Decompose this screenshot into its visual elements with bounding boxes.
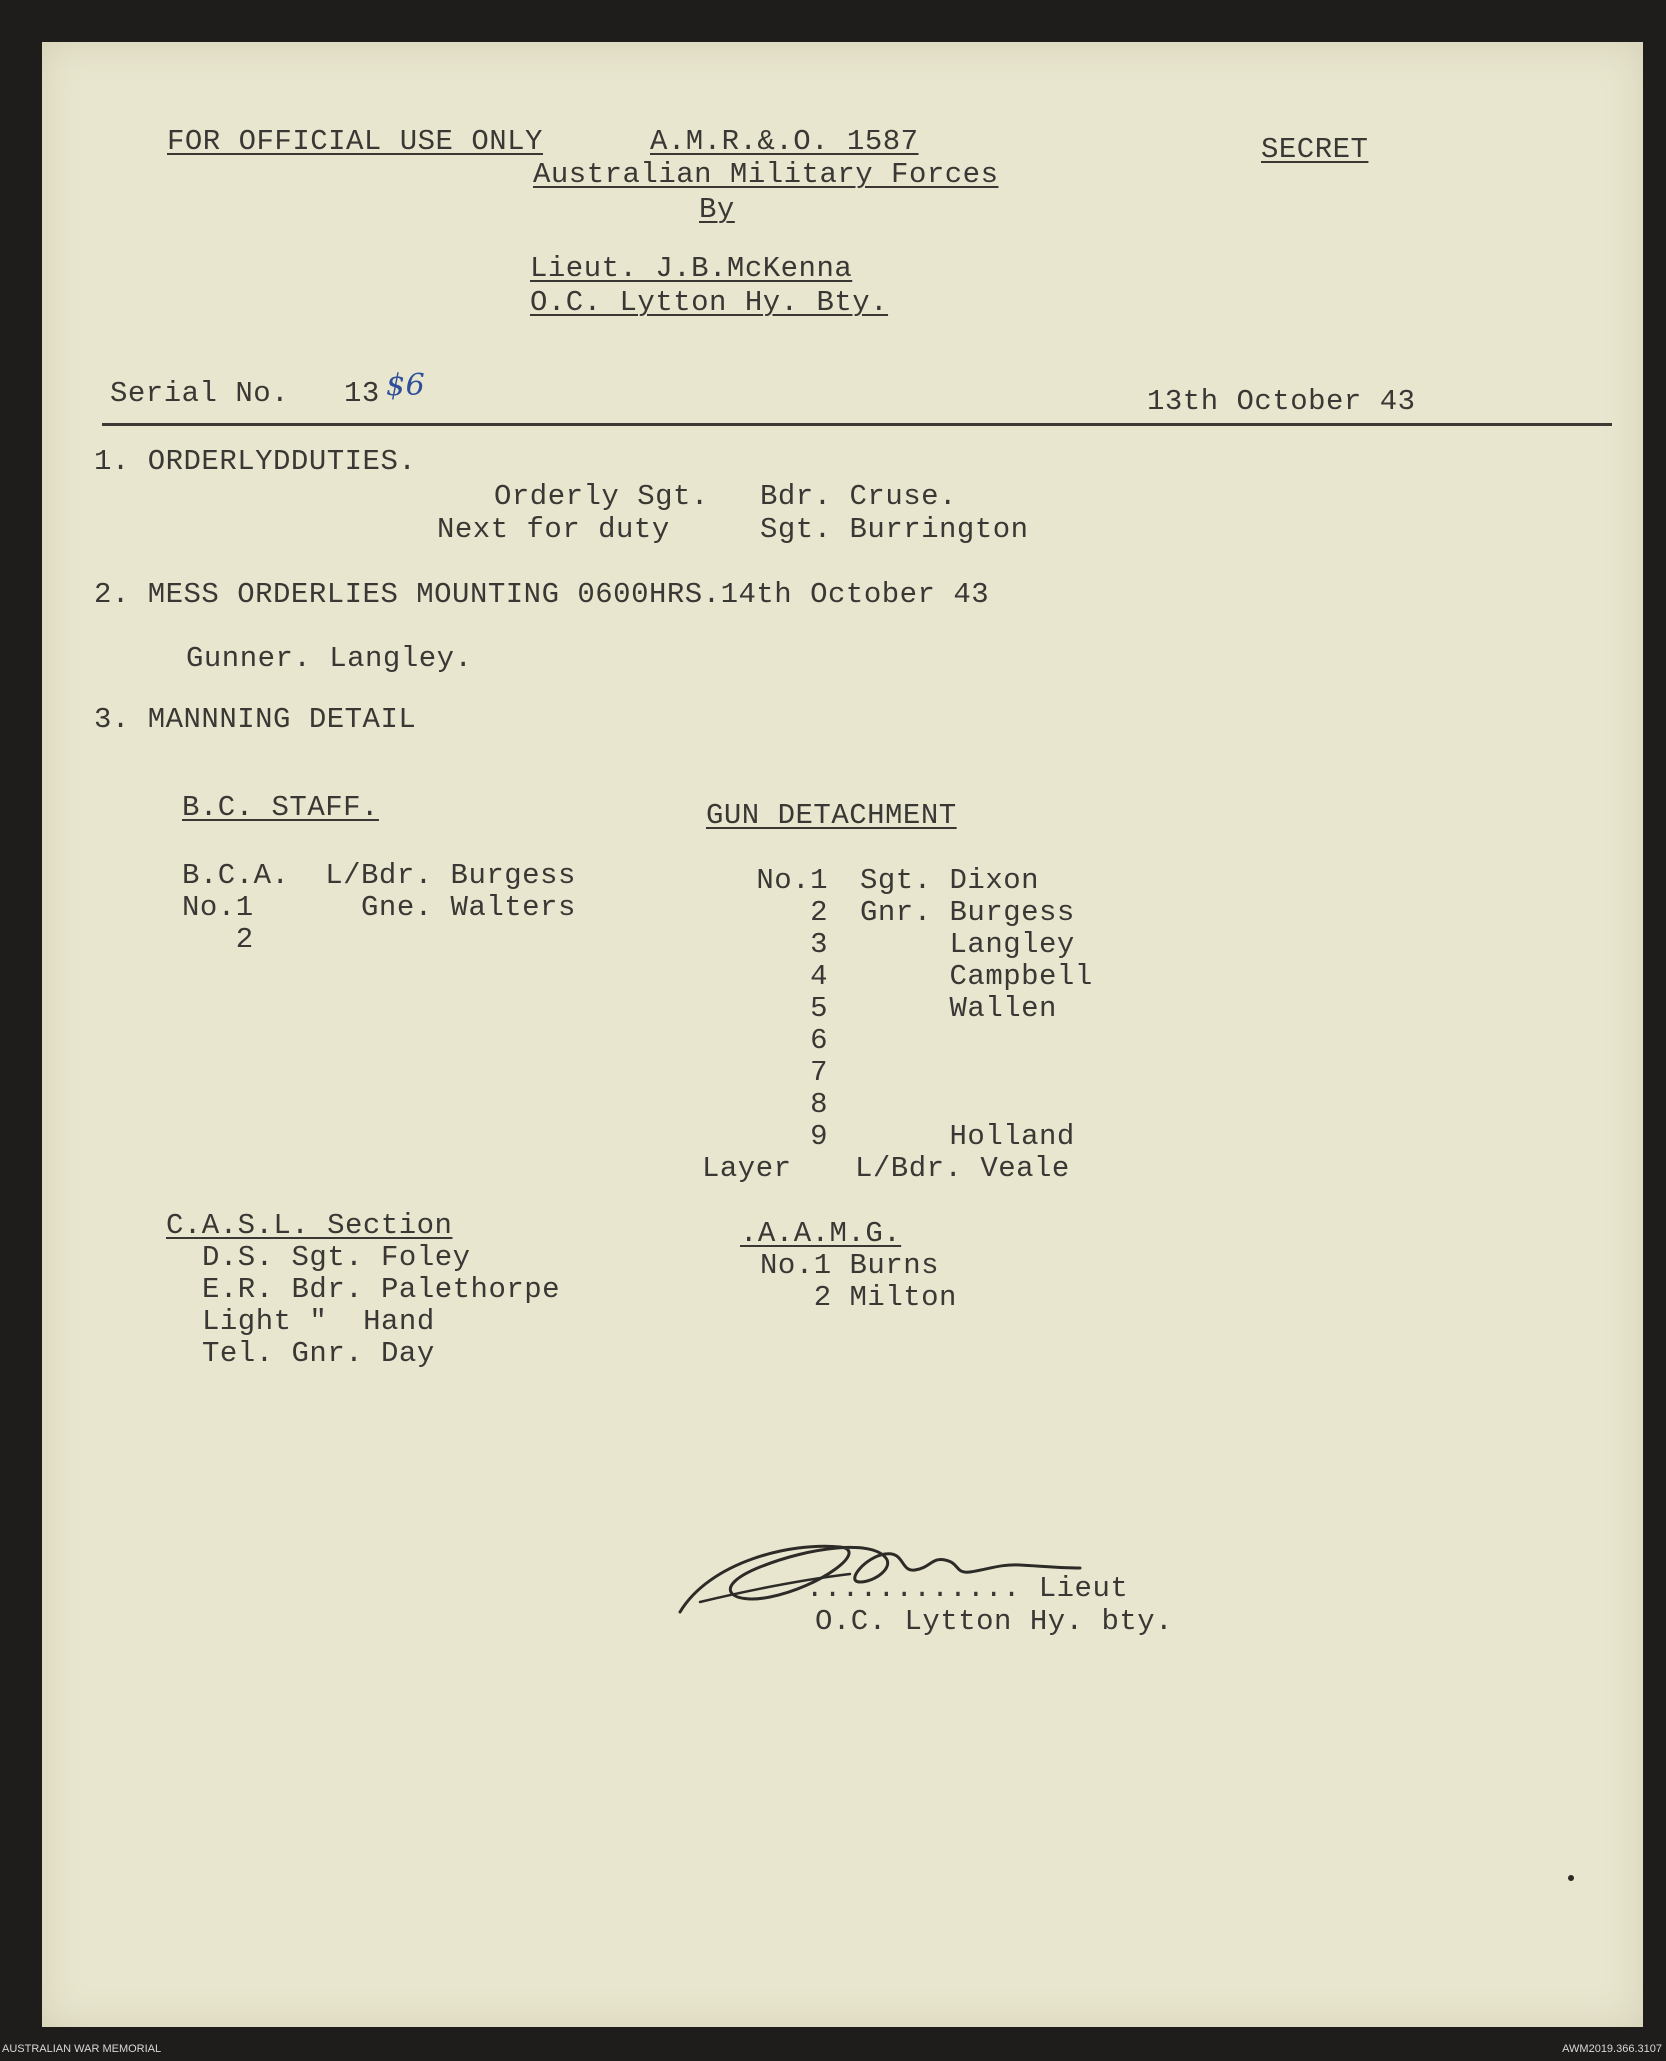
- secret-classification: SECRET: [1261, 133, 1369, 166]
- serial-label: Serial No.: [110, 377, 290, 410]
- footer-accession-number: AWM2019.366.3107: [1562, 2043, 1662, 2055]
- orderly-sgt-name: Bdr. Cruse.: [760, 480, 957, 513]
- layer-name: L/Bdr. Veale: [855, 1152, 1070, 1185]
- officer-name: Lieut. J.B.McKenna: [530, 252, 853, 285]
- gun-row-name: Gnr. Burgess: [860, 896, 1075, 929]
- gun-row-name: Wallen: [860, 992, 1057, 1025]
- section3-title: 3. MANNNING DETAIL: [94, 703, 417, 736]
- casl-line: Light " Hand: [202, 1305, 435, 1338]
- bc-staff-line: B.C.A. L/Bdr. Burgess: [182, 859, 576, 892]
- next-duty-name: Sgt. Burrington: [760, 513, 1029, 546]
- gun-row-number: 5: [810, 992, 828, 1025]
- signature-line: ............ Lieut: [806, 1572, 1129, 1605]
- serial-handwritten-suffix: $6: [386, 368, 426, 403]
- bc-staff-line: No.1 Gne. Walters: [182, 891, 576, 924]
- official-use-label: FOR OFFICIAL USE ONLY: [167, 125, 543, 158]
- layer-label: Layer: [702, 1152, 792, 1185]
- next-duty-role: Next for duty: [437, 513, 670, 546]
- aamg-line: 2 Milton: [760, 1281, 957, 1314]
- gun-row-name: Campbell: [860, 960, 1093, 993]
- document-page: [42, 42, 1643, 2027]
- section1-title: 1. ORDERLYDDUTIES.: [94, 445, 417, 478]
- casl-heading: C.A.S.L. Section: [166, 1209, 453, 1242]
- gun-row-number: 7: [810, 1056, 828, 1089]
- signature-unit: O.C. Lytton Hy. bty.: [815, 1605, 1174, 1638]
- gun-row-name: Sgt. Dixon: [860, 864, 1040, 897]
- casl-line: E.R. Bdr. Palethorpe: [202, 1273, 561, 1306]
- gun-row-number: 4: [810, 960, 828, 993]
- amro-reference: A.M.R.&.O. 1587: [650, 125, 919, 158]
- aamg-line: No.1 Burns: [760, 1249, 940, 1282]
- section2-title: 2. MESS ORDERLIES MOUNTING 0600HRS.14th October 43: [94, 578, 990, 611]
- gun-row-name: Langley: [860, 928, 1075, 961]
- document-date: 13th October 43: [1147, 385, 1416, 418]
- bc-staff-line: 2: [182, 923, 254, 956]
- aamg-heading: .A.A.M.G.: [740, 1217, 902, 1250]
- casl-line: Tel. Gnr. Day: [202, 1337, 435, 1370]
- gun-row-number: 8: [810, 1088, 828, 1121]
- gun-row-number: 9: [810, 1120, 828, 1153]
- casl-line: D.S. Sgt. Foley: [202, 1241, 471, 1274]
- gun-row-number: No.1: [756, 864, 828, 897]
- gun-row-name: Holland: [860, 1120, 1075, 1153]
- gun-row-number: 2: [810, 896, 828, 929]
- gun-row-number: 6: [810, 1024, 828, 1057]
- serial-rule: [102, 423, 1612, 426]
- serial-number: 13: [344, 377, 380, 410]
- gun-row-number: 3: [810, 928, 828, 961]
- unit-name: O.C. Lytton Hy. Bty.: [530, 286, 889, 319]
- gun-detachment-heading: GUN DETACHMENT: [706, 799, 957, 832]
- bc-staff-heading: B.C. STAFF.: [182, 791, 379, 824]
- by-label: By: [699, 193, 735, 226]
- forces-title: Australian Military Forces: [533, 158, 999, 191]
- footer-institution: AUSTRALIAN WAR MEMORIAL: [2, 2043, 162, 2055]
- orderly-sgt-role: Orderly Sgt.: [494, 480, 709, 513]
- mess-orderly-name: Gunner. Langley.: [186, 642, 473, 675]
- page-mark: [1568, 1875, 1574, 1881]
